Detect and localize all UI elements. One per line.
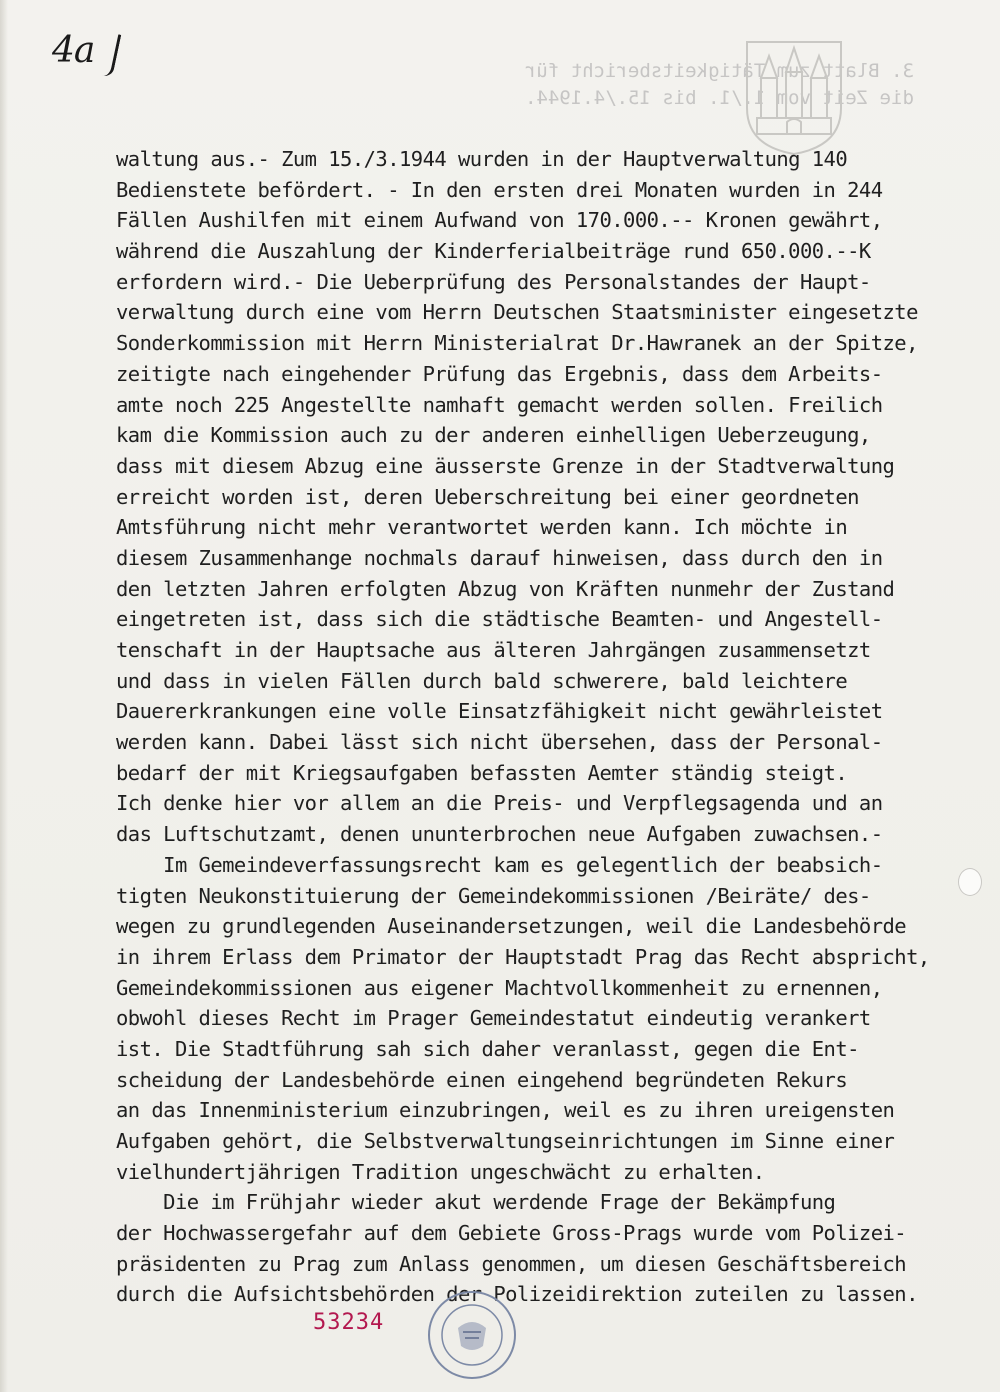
text-line: obwohl dieses Recht im Prager Gemeindestatut eindeutig verankert [116, 1006, 871, 1031]
typed-body-text [116, 144, 976, 1310]
text-line: Gemeindekommissionen aus eigener Machtvollkommenheit zu ernennen, [116, 975, 883, 1000]
text-line: bedarf der mit Kriegsaufgaben befassten Aemter ständig steigt. [116, 760, 848, 785]
text-line: Bedienstete befördert. - In den ersten drei Monaten wurden in 244 [116, 177, 883, 202]
text-line: während die Auszahlung der Kinderferialbeiträge rund 650.000.--K [116, 239, 871, 264]
text-line: vielhundertjährigen Tradition ungeschwächt zu erhalten. [116, 1159, 765, 1184]
text-line: werden kann. Dabei lässt sich nicht übersehen, dass der Personal- [116, 730, 883, 755]
text-line: erreicht worden ist, deren Ueberschreitung bei einer geordneten [116, 484, 859, 509]
bleed-through-header-line: die Zeit vom 1./1. bis 15./4.1944. [525, 87, 914, 109]
bleed-through-header-line: 3. Blatt zum Tätigkeitsbericht für [525, 60, 914, 82]
text-line: Fällen Aushilfen mit einem Aufwand von 170.000.-- Kronen gewährt, [116, 208, 883, 233]
text-line: dass mit diesem Abzug eine äusserste Grenze in der Stadtverwaltung [116, 453, 895, 478]
text-line: an das Innenministerium einzubringen, weil es zu ihren ureigensten [116, 1098, 895, 1123]
text-line: eingetreten ist, dass sich die städtische Beamten- und Angestell- [116, 607, 883, 632]
page-edge-shadow [0, 0, 8, 1392]
text-line: Ich denke hier vor allem an die Preis- und Verpflegsagenda und an [116, 791, 883, 816]
text-line: Aufgaben gehört, die Selbstverwaltungseinrichtungen im Sinne einer [116, 1129, 895, 1153]
text-line: Die im Frühjahr wieder akut werdende Frage der Bekämpfung [116, 1190, 836, 1215]
text-line: tigten Neukonstituierung der Gemeindekommissionen /Beiräte/ des- [116, 883, 871, 908]
text-line: erfordern wird.- Die Ueberprüfung des Personalstandes der Haupt- [116, 269, 871, 294]
text-line: Sonderkommission mit Herrn Ministerialrat Dr.Hawranek an der Spitze, [116, 331, 918, 356]
text-line: der Hochwassergefahr auf dem Gebiete Gross-Prags wurde vom Polizei- [116, 1221, 907, 1246]
handwritten-bracket [90, 30, 122, 78]
handwritten-page-note: 4a [52, 30, 95, 71]
text-line: tenschaft in der Hauptsache aus älteren Jahrgängen zusammensetzt [116, 638, 871, 662]
text-line: kam die Kommission auch zu der anderen einhelligen Ueberzeugung, [116, 423, 871, 448]
text-line: zeitigte nach eingehender Prüfung das Ergebnis, dass dem Arbeits- [116, 361, 883, 386]
text-line: waltung aus.- Zum 15./3.1944 wurden in der Hauptverwaltung 140 [116, 147, 848, 171]
text-line: wegen zu grundlegenden Auseinandersetzungen, weil die Landesbehörde [116, 914, 907, 939]
archive-seal-icon [425, 1288, 519, 1382]
text-line: ist. Die Stadtführung sah sich daher veranlasst, gegen die Ent- [116, 1036, 859, 1061]
text-line: verwaltung durch eine vom Herrn Deutschen Staatsminister eingesetzte [116, 300, 918, 325]
text-line: diesem Zusammenhange nochmals darauf hinweisen, dass durch den in [116, 545, 883, 570]
text-line: Dauererkrankungen eine volle Einsatzfähigkeit nicht gewährleistet [116, 699, 883, 724]
text-line: in ihrem Erlass dem Primator der Hauptstadt Prag das Recht abspricht, [116, 944, 930, 969]
text-line: den letzten Jahren erfolgten Abzug von Kräften nunmehr der Zustand [116, 576, 895, 601]
text-line: scheidung der Landesbehörde einen eingehend begründeten Rekurs [116, 1067, 848, 1092]
city-crest-icon [743, 38, 845, 156]
text-line: amte noch 225 Angestellte namhaft gemacht werden sollen. Freilich [116, 392, 883, 417]
text-line: durch die Aufsichtsbehörden der Polizeidirektion zuteilen zu lassen. [116, 1282, 918, 1307]
text-line: präsidenten zu Prag zum Anlass genommen, um diesen Geschäftsbereich [116, 1251, 907, 1276]
text-line: das Luftschutzamt, denen ununterbrochen neue Aufgaben zuwachsen.- [116, 822, 883, 847]
text-line: Amtsführung nicht mehr verantwortet werden kann. Ich möchte in [116, 515, 848, 540]
archive-number: 53234 [313, 1310, 385, 1335]
text-line: Im Gemeindeverfassungsrecht kam es gelegentlich der beabsich- [116, 852, 883, 877]
text-line: und dass in vielen Fällen durch bald schwerere, bald leichtere [116, 668, 848, 693]
